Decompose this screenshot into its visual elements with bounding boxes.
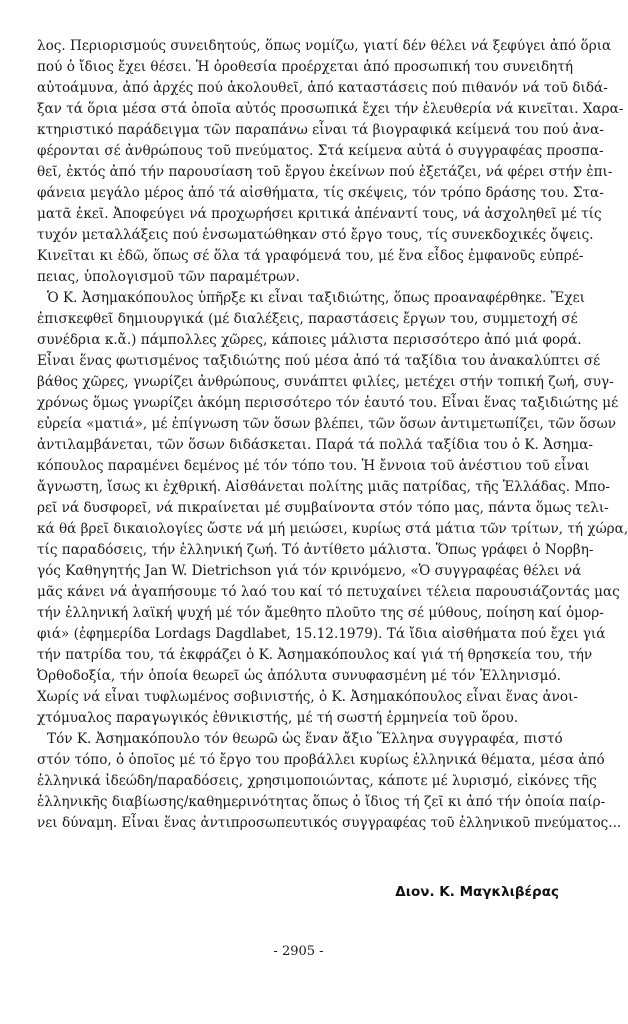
text-line: χρόνως ὅμως γνωρίζει ἀκόμη περισσότερο τόν ἑαυτό του. Εἶναι ἕνας ταξιδιώτης μέ bbox=[37, 395, 619, 411]
text-line: νει δύναμη. Εἶναι ἕνας ἀντιπροσωπευτικός συγγραφέας τοῦ ἑλληνικοῦ πνεύματος... bbox=[37, 815, 622, 831]
text-line: κά θά βρεῖ δικαιολογίες ὥστε νά μή μειώσει, κυρίως στά μάτια τῶν τρίτων, τή χώρα, bbox=[37, 521, 628, 537]
text-line: ἄγνωστη, ἴσως κι ἐχθρική. Αἰσθάνεται πολίτης μιᾶς πατρίδας, τῆς Ἑλλάδας. Μπο- bbox=[37, 479, 610, 495]
text-line: Τόν Κ. Ἀσημακόπουλο τόν θεωρῶ ὡς ἕναν ἄξιο Ἕλληνα συγγραφέα, πιστό bbox=[47, 731, 563, 747]
text-line: φάνεια μεγάλο μέρος ἀπό τά αἰσθήματα, τίς σκέψεις, τόν τρόπο δράσης του. Στα- bbox=[37, 185, 604, 201]
text-line: φέρονται σέ ἀνθρώπους τοῦ πνεύματος. Στά κείμενα αὐτά ὁ συγγραφέας προσπα- bbox=[37, 143, 604, 159]
text-line: φιά» (ἐφημερίδα Lordags Dagdlabet, 15.12.1979). Τά ἴδια αἰσθήματα πού ἔχει γιά bbox=[37, 626, 606, 642]
text-line: πειας, ὑπολογισμοῦ τῶν παραμέτρων. bbox=[37, 269, 300, 285]
text-line: λος. Περιορισμούς συνειδητούς, ὅπως νομίζω, γιατί δέν θέλει νά ξεφύγει ἀπό ὅρια bbox=[37, 38, 612, 54]
text-line: συνέδρια κ.ἄ.) πάμπολλες χῶρες, κάποιες μάλιστα περισσότερο ἀπό μιά φορά. bbox=[37, 332, 582, 348]
text-line: τήν πατρίδα του, τά ἐκφράζει ὁ Κ. Ἀσημακόπουλος καί γιά τή θρησκεία του, τήν bbox=[37, 647, 593, 663]
text-line: κτηριστικό παράδειγμα τῶν παραπάνω εἶναι τά βιογραφικά κείμενά του πού ἀνα- bbox=[37, 122, 604, 138]
text-line: Ὀρθοδοξία, τήν ὁποία θεωρεῖ ὡς ἀπόλυτα συνυφασμένη μέ τόν Ἑλληνισμό. bbox=[37, 668, 561, 684]
text-line: κόπουλος παραμένει δεμένος μέ τόν τόπο του. Ἡ ἔννοια τοῦ ἀνέστιου τοῦ εἶναι bbox=[37, 458, 590, 474]
article-body bbox=[37, 36, 628, 834]
paragraph bbox=[37, 288, 628, 729]
text-line: μᾶς κάνει νά ἀγαπήσουμε τό λαό του καί τό πετυχαίνει τέλεια παρουσιάζοντάς μας bbox=[37, 584, 620, 600]
text-line: ἑλληνικά ἰδεώδη/παραδόσεις, χρησιμοποιώντας, κάποτε μέ λυρισμό, εἰκόνες τῆς bbox=[37, 773, 597, 789]
page-number: - 2905 - bbox=[273, 944, 324, 959]
text-line: Ὁ Κ. Ἀσημακόπουλος ὑπῆρξε κι εἶναι ταξιδιώτης, ὅπως προαναφέρθηκε. Ἔχει bbox=[47, 290, 585, 306]
text-line: τίς παραδόσεις, τήν ἑλληνική ζωή. Τό ἀντίθετο μάλιστα. Ὅπως γράφει ὁ Νορβη- bbox=[37, 542, 594, 558]
text-line: θεῖ, ἐκτός ἀπό τήν παρουσίαση τοῦ ἔργου ἐκείνων πού ἐξετάζει, νά φέρει στήν ἐπι- bbox=[37, 164, 613, 180]
text-line: ξαν τά ὅρια μέσα στά ὁποῖα αὐτός προσωπικά ἔχει τήν ἐλευθερία νά κινεῖται. Χαρα- bbox=[37, 101, 624, 117]
text-line: χτόμυαλος παραγωγικός ἐθνικιστής, μέ τή σωστή ἑρμηνεία τοῦ ὅρου. bbox=[37, 710, 519, 726]
text-line: βάθος χῶρες, γνωρίζει ἀνθρώπους, συνάπτει φιλίες, μετέχει στήν τοπική ζωή, συγ- bbox=[37, 374, 614, 390]
paragraph bbox=[37, 36, 624, 288]
text-line: στόν τόπο, ὁ ὁποῖος μέ τό ἔργο του προβάλλει κυρίως ἑλληνικά θέματα, μέσα ἀπό bbox=[37, 752, 605, 768]
text-line: τήν ἑλληνική λαϊκή ψυχή μέ τόν ἄμεθητο πλοῦτο της σέ μύθους, ποίηση καί ὀμορ- bbox=[37, 605, 604, 621]
text-line: ματᾶ ἐκεῖ. Ἀποφεύγει νά προχωρήσει κριτικά ἀπέναντί τους, νά ἀσχοληθεῖ μέ τίς bbox=[37, 206, 602, 222]
paragraph bbox=[37, 729, 622, 834]
text-line: εὐρεία «ματιά», μέ ἐπίγνωση τῶν ὅσων βλέπει, τῶν ὅσων ἀντιμετωπίζει, τῶν ὅσων bbox=[37, 416, 617, 432]
text-line: ρεῖ νά δυσφορεῖ, νά πικραίνεται μέ συμβαίνοντα στόν τόπο μας, πάντα ὅμως τελι- bbox=[37, 500, 609, 516]
text-line: ἑλληνικῆς διαβίωσης/καθημερινότητας ὅπως ὁ ἴδιος τή ζεῖ κι ἀπό τήν ὁποία παίρ- bbox=[37, 794, 606, 810]
text-line: Κινεῖται κι ἐδῶ, ὅπως σέ ὅλα τά γραφόμενά του, μέ ἕνα εἶδος ἐμφανοῦς εὐπρέ- bbox=[37, 248, 584, 264]
text-line: αὐτοάμυνα, ἀπό ἀρχές πού ἀκολουθεῖ, ἀπό καταστάσεις πού πιθανόν νά τοῦ διδά- bbox=[37, 80, 608, 96]
text-line: ἀντιλαμβάνεται, τῶν ὅσων διδάσκεται. Παρά τά πολλά ταξίδια του ὁ Κ. Ἀσημα- bbox=[37, 437, 594, 453]
text-line: ἐπισκεφθεῖ δημιουργικά (μέ διαλέξεις, παραστάσεις ἔργων του, συμμετοχή σέ bbox=[37, 311, 578, 327]
text-line: τυχόν μεταλλάξεις πού ἐνσωματώθηκαν στό ἔργο τους, τίς συνεκδοχικές ὄψεις. bbox=[37, 227, 594, 243]
text-line: πού ὁ ἴδιος ἔχει θέσει. Ἡ ὁροθεσία προέρχεται ἀπό προσωπική του συνειδητή bbox=[37, 59, 573, 75]
author-signature: Διον. Κ. Μαγκλιβέρας bbox=[395, 884, 559, 900]
text-line: Χωρίς νά εἶναι τυφλωμένος σοβινιστής, ὁ Κ. Ἀσημακόπουλος εἶναι ἕνας ἀνοι- bbox=[37, 689, 579, 705]
text-line: Εἶναι ἕνας φωτισμένος ταξιδιώτης πού μέσα ἀπό τά ταξίδια του ἀνακαλύπτει σέ bbox=[37, 353, 601, 369]
text-line: γός Καθηγητής Jan W. Dietrichson γιά τόν κρινόμενο, «Ὁ συγγραφέας θέλει νά bbox=[37, 563, 582, 579]
